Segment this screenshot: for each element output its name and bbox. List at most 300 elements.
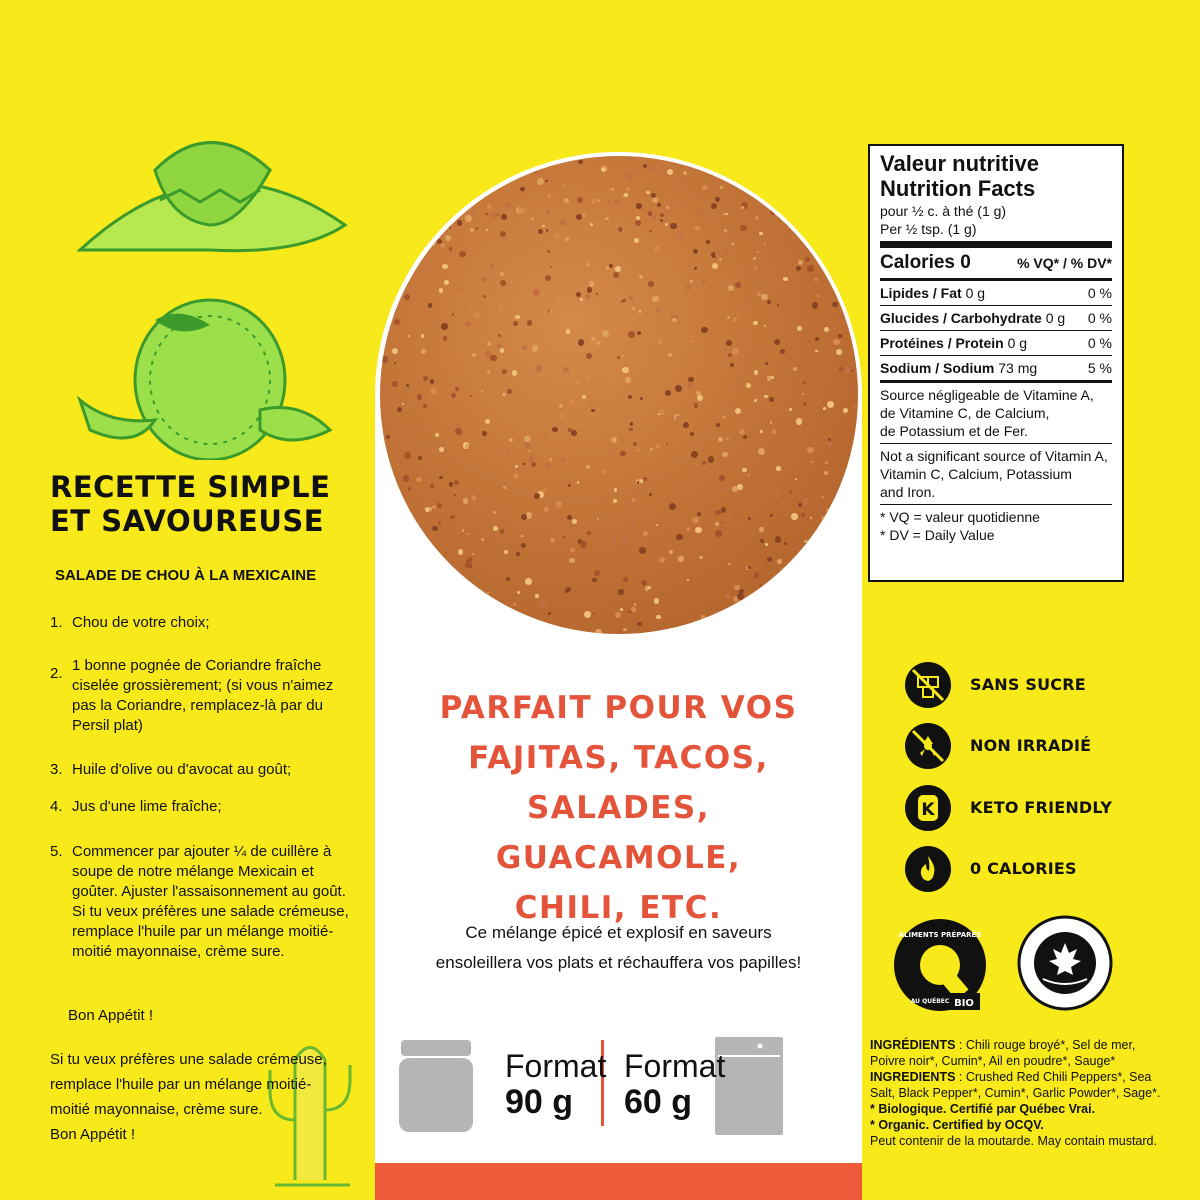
spice-grain: [439, 288, 443, 292]
spice-grain: [594, 570, 601, 577]
allergen-note: Peut contenir de la moutarde. May contain mustard.: [870, 1134, 1157, 1148]
spice-grain: [440, 243, 445, 248]
spice-grain: [561, 457, 566, 462]
spice-grain: [471, 211, 475, 215]
spice-grain: [624, 193, 628, 197]
step-number: 2.: [50, 665, 63, 682]
spice-grain: [726, 340, 732, 346]
spice-grain: [613, 272, 619, 278]
spice-grain: [625, 377, 631, 383]
spice-grain: [591, 337, 595, 341]
spice-grain: [430, 484, 434, 488]
recipe-step: [50, 613, 355, 633]
spice-grain: [489, 165, 493, 169]
spice-grain: [530, 230, 532, 232]
spice-grain: [823, 407, 826, 410]
spice-grain: [498, 334, 501, 337]
recipe-step: [50, 842, 350, 962]
spice-grain: [753, 257, 756, 260]
spice-grain: [687, 579, 689, 581]
spice-grain: [439, 447, 444, 452]
spice-grain: [745, 533, 749, 537]
spice-grain: [423, 376, 428, 381]
spice-grain: [597, 199, 600, 202]
step-text: Chou de votre choix;: [72, 614, 210, 631]
spice-grain: [838, 334, 842, 338]
spice-grain: [384, 237, 388, 241]
spice-grain: [586, 376, 591, 381]
spice-grain: [465, 562, 472, 569]
spice-grain: [822, 529, 824, 531]
aliments-quebec-bio-logo: [890, 915, 990, 1015]
spice-grain: [735, 408, 741, 414]
spice-grain: [611, 188, 614, 191]
tail-line: remplace l'huile par un mélange moitié-: [50, 1076, 312, 1093]
spice-grain: [535, 594, 539, 598]
spice-grain: [490, 264, 494, 268]
spice-grain: [679, 233, 683, 237]
spice-grain: [802, 393, 804, 395]
recipe-subtitle: SALADE DE CHOU À LA MEXICAINE: [55, 567, 317, 584]
recipe-step: [50, 656, 350, 736]
spice-grain: [513, 473, 519, 479]
spice-grain: [521, 537, 526, 542]
spice-grain: [421, 334, 424, 337]
spice-grain: [712, 263, 718, 269]
spice-grain: [522, 463, 525, 466]
spice-grain: [814, 278, 817, 281]
spice-grain: [767, 300, 771, 304]
spice-grain: [516, 156, 520, 160]
spice-grain: [762, 601, 769, 608]
spice-grain: [530, 493, 532, 495]
spice-grain: [395, 170, 401, 176]
bon-appetit-text: Bon Appétit !: [68, 1007, 154, 1024]
spice-grain: [534, 493, 540, 499]
spice-grain: [777, 559, 782, 564]
spice-grain: [545, 180, 548, 183]
spice-grain: [483, 295, 486, 298]
spice-grain: [637, 449, 639, 451]
spice-grain: [626, 500, 630, 504]
spice-grain: [668, 353, 672, 357]
spice-grain: [629, 296, 632, 299]
nutrient-row: Glucides / Carbohydrate 0 g 0 %: [880, 310, 1112, 326]
spice-grain: [449, 247, 453, 251]
spice-grain: [694, 403, 698, 407]
spice-grain: [613, 375, 615, 377]
spice-grain: [482, 277, 487, 282]
spice-grain: [531, 462, 536, 467]
spice-grain: [565, 237, 569, 241]
spice-grain: [784, 542, 787, 545]
spice-grain: [825, 172, 831, 178]
spice-grain: [493, 511, 496, 514]
spice-grain: [776, 466, 780, 470]
spice-grain: [780, 349, 785, 354]
spice-grain: [386, 435, 390, 439]
step-text: Commencer par ajouter ¼ de cuillère à soupe de notre mélange Mexicain et goûter. Ajuster l'assaisonnement au goût. Si tu veux préfères une salade crémeuse, remplace l'huile par un mélange moitié-moitié mayonnaise, crème sure.: [72, 843, 349, 960]
nutrient-row: Protéines / Protein 0 g 0 %: [880, 335, 1112, 351]
spice-grain: [812, 226, 818, 232]
spice-grain: [525, 578, 532, 585]
badge-non-irradiated: [905, 723, 1135, 773]
spice-grain: [420, 184, 426, 190]
spice-grain: [470, 395, 472, 397]
spice-grain: [611, 437, 617, 443]
spice-grain: [521, 514, 527, 520]
spice-grain: [748, 517, 751, 520]
spice-grain: [756, 630, 758, 632]
spice-grain: [455, 387, 459, 391]
spice-grain: [839, 367, 842, 370]
spice-grain: [381, 385, 386, 390]
spice-grain: [535, 365, 542, 372]
spice-grain: [801, 513, 805, 517]
ingredients-en: INGREDIENTS : Crushed Red Chili Peppers*, Sea Salt, Black Pepper*, Cumin*, Garlic Powder*, Sage*.: [870, 1070, 1161, 1100]
spice-grain: [448, 169, 453, 174]
spice-grain: [805, 257, 810, 262]
spice-grain: [670, 223, 676, 229]
spice-grain: [730, 363, 734, 367]
spice-grain: [582, 395, 587, 400]
spice-grain: [832, 617, 836, 621]
spice-grain: [656, 615, 660, 619]
spice-grain: [444, 280, 449, 285]
spice-grain: [487, 371, 490, 374]
spice-grain: [640, 479, 643, 482]
spice-grain: [586, 353, 592, 359]
tail-line: moitié mayonnaise, crème sure.: [50, 1101, 263, 1118]
spice-grain: [381, 253, 386, 258]
step-number: 3.: [50, 761, 63, 778]
spice-grain: [732, 486, 738, 492]
spice-grain: [505, 451, 509, 455]
spice-grain: [665, 390, 671, 396]
spice-grain: [732, 173, 738, 179]
spice-grain: [602, 330, 608, 336]
spice-grain: [800, 212, 803, 215]
spice-grain: [826, 494, 829, 497]
step-text: Huile d'olive ou d'avocat au goût;: [72, 761, 292, 778]
serving-size-en: Per ½ tsp. (1 g): [880, 221, 977, 237]
spice-grain: [544, 433, 546, 435]
spice-grain: [840, 578, 847, 585]
spice-grain: [695, 527, 701, 533]
spice-grain: [396, 383, 399, 386]
spice-grain: [384, 165, 389, 170]
spice-grain: [416, 557, 418, 559]
spice-grain: [548, 612, 551, 615]
spice-grain: [388, 540, 391, 543]
spice-grain: [486, 229, 488, 231]
spice-grain: [394, 362, 396, 364]
spice-grain: [708, 456, 714, 462]
spice-grain: [660, 213, 664, 217]
spice-grain: [754, 232, 759, 237]
spice-grain: [742, 468, 747, 473]
spice-grain: [743, 608, 745, 610]
spice-grain: [646, 191, 650, 195]
spice-grain: [464, 572, 467, 575]
spice-grain: [649, 230, 651, 232]
spice-grain: [393, 185, 397, 189]
spice-grain: [621, 538, 627, 544]
spice-grain: [547, 194, 551, 198]
spice-grain: [605, 217, 609, 221]
spice-grain: [490, 355, 497, 362]
certification-en: * Organic. Certified by OCQV.: [870, 1118, 1044, 1132]
recipe-title: [50, 470, 330, 538]
spice-grain: [394, 319, 401, 326]
spice-grain: [578, 339, 584, 345]
spice-grain: [693, 249, 698, 254]
spice-grain: [538, 229, 543, 234]
spice-grain: [628, 395, 632, 399]
spice-grain: [758, 448, 765, 455]
spice-grain: [697, 395, 703, 401]
step-number: 1.: [50, 614, 63, 631]
spice-grain: [734, 585, 739, 590]
spice-grain: [610, 544, 614, 548]
spice-grain: [821, 496, 824, 499]
spice-grain: [825, 461, 828, 464]
spice-grain: [735, 511, 737, 513]
spice-grain: [824, 244, 829, 249]
spice-grain: [770, 209, 775, 214]
headline-line: FAJITAS, TACOS,: [468, 740, 769, 776]
spice-grain: [723, 213, 726, 216]
spice-grain: [503, 393, 505, 395]
spice-grain: [614, 488, 618, 492]
spice-grain: [520, 187, 524, 191]
spice-grain: [421, 349, 426, 354]
spice-grain: [449, 226, 451, 228]
spice-grain: [694, 267, 697, 270]
spice-grain: [628, 331, 635, 338]
step-number: 5.: [50, 843, 63, 860]
spice-grain: [766, 199, 772, 205]
usage-headline: [400, 683, 837, 933]
spice-grain: [651, 166, 656, 171]
badge-label: SANS SUCRE: [970, 675, 1086, 694]
spice-grain: [515, 315, 520, 320]
spice-grain: [737, 484, 743, 490]
nutrition-title-en: Nutrition Facts: [880, 176, 1036, 201]
spice-grain: [588, 417, 590, 419]
spice-grain: [669, 550, 673, 554]
spice-grain: [671, 633, 674, 634]
spice-grain: [702, 185, 708, 191]
spice-grain: [654, 598, 659, 603]
spice-grain: [650, 448, 653, 451]
spice-grain: [482, 431, 487, 436]
spice-grain: [795, 389, 798, 392]
spice-grain: [770, 514, 773, 517]
spice-grain: [696, 210, 701, 215]
calories-row: [880, 250, 1112, 276]
spice-grain: [737, 593, 744, 600]
recipe-step: [50, 797, 355, 817]
spice-grain: [754, 572, 759, 577]
spice-grain: [796, 266, 801, 271]
spice-grain: [851, 369, 854, 372]
spice-grain: [755, 216, 760, 221]
spice-grain: [542, 225, 544, 227]
note-fr: de Potassium et de Fer.: [880, 423, 1028, 439]
spice-grain: [591, 409, 594, 412]
spice-grain: [797, 326, 803, 332]
spice-grain: [460, 288, 463, 291]
spice-grain: [397, 407, 402, 412]
spice-grain: [427, 184, 430, 187]
spice-grain: [474, 602, 481, 609]
spice-grain: [533, 289, 540, 296]
spice-grain: [549, 458, 552, 461]
badge-keto: [905, 785, 1135, 835]
spice-grain: [715, 530, 722, 537]
spice-grain: [694, 226, 699, 231]
spice-grain: [837, 159, 840, 162]
spice-grain: [707, 632, 709, 634]
spice-grain: [547, 250, 550, 253]
serving-size-fr: pour ½ c. à thé (1 g): [880, 203, 1007, 219]
spice-grain: [544, 507, 549, 512]
spice-grain: [857, 163, 858, 166]
spice-grain: [417, 394, 422, 399]
spice-grain: [639, 547, 645, 553]
spice-grain: [640, 397, 643, 400]
spice-grain: [487, 204, 492, 209]
spice-grain: [669, 503, 676, 510]
spice-grain: [441, 323, 448, 330]
spice-grain: [691, 340, 694, 343]
spice-grain: [821, 516, 825, 520]
spice-grain: [780, 501, 786, 507]
spice-grain: [824, 327, 829, 332]
spice-grain: [678, 556, 683, 561]
spice-grain: [500, 272, 504, 276]
spice-grain: [500, 348, 504, 352]
format-value: 90 g: [505, 1083, 574, 1121]
spice-grain: [506, 577, 511, 582]
spice-grain: [639, 275, 643, 279]
spice-grain: [783, 277, 788, 282]
spice-grain: [577, 481, 579, 483]
no-sugar-icon: [905, 662, 951, 708]
spice-grain: [722, 415, 727, 420]
spice-grain: [432, 505, 436, 509]
headline-line: PARFAIT POUR VOS: [439, 690, 798, 726]
bottom-stripe: [375, 1163, 862, 1200]
spice-grain: [726, 437, 729, 440]
recipe-title-line1: RECETTE SIMPLE: [50, 470, 331, 504]
spice-grain: [634, 603, 637, 606]
spice-grain: [381, 356, 388, 363]
step-text: Jus d'une lime fraîche;: [72, 798, 222, 815]
note-en: Not a significant source of Vitamin A,: [880, 448, 1108, 464]
spice-grain: [596, 341, 600, 345]
spice-grain: [457, 220, 463, 226]
spice-grain: [699, 556, 703, 560]
spice-grain: [721, 507, 727, 513]
spice-grain: [462, 529, 465, 532]
spice-grain: [667, 169, 673, 175]
svg-text:K: K: [921, 800, 935, 820]
spice-grain: [577, 197, 583, 203]
spice-grain: [522, 345, 527, 350]
spice-grain: [845, 188, 850, 193]
spice-grain: [743, 435, 748, 440]
spice-grain: [509, 438, 513, 442]
spice-grain: [655, 444, 660, 449]
spice-grain: [591, 199, 596, 204]
spice-grain: [517, 591, 520, 594]
spice-grain: [472, 353, 476, 357]
spice-grain: [590, 223, 593, 226]
spice-grain: [592, 613, 595, 616]
spice-grain: [437, 503, 442, 508]
spice-grain: [502, 369, 507, 374]
lime-sombrero-illustration: [60, 130, 360, 460]
spice-grain: [507, 389, 512, 394]
description-line: Ce mélange épicé et explosif en saveurs: [465, 923, 772, 942]
spice-grain: [752, 177, 758, 183]
spice-grain: [614, 200, 620, 206]
spice-grain: [660, 219, 663, 222]
spice-grain: [613, 451, 616, 454]
spice-grain: [580, 298, 583, 301]
spice-grain: [720, 186, 723, 189]
spice-grain: [388, 525, 394, 531]
spice-grain: [643, 164, 647, 168]
spice-grain: [423, 464, 428, 469]
spice-grain: [465, 444, 469, 448]
step-text: 1 bonne pognée de Coriandre fraîche ciselée grossièrement; (si vous n'aimez pas la Coriandre, remplacez-là par du Persil plat): [72, 657, 334, 734]
spice-grain: [528, 450, 530, 452]
spice-grain: [545, 462, 551, 468]
spice-grain: [854, 552, 858, 557]
spice-grain: [701, 327, 707, 333]
spice-grain: [435, 433, 439, 437]
spice-grain: [491, 212, 497, 218]
spice-grain: [487, 342, 491, 346]
spice-grain: [470, 228, 474, 232]
spice-grain: [672, 318, 677, 323]
spice-grain: [675, 385, 682, 392]
spice-grain: [443, 336, 448, 341]
spice-grain: [761, 294, 767, 300]
spice-grain: [404, 605, 407, 608]
spice-grain: [550, 538, 555, 543]
spice-grain: [578, 160, 582, 164]
spice-grain: [531, 217, 534, 220]
spice-grain: [728, 563, 731, 566]
spice-grain: [718, 437, 723, 442]
description-line: ensoleillera vos plats et réchauffera vos papilles!: [435, 953, 802, 972]
spice-grain: [532, 345, 539, 352]
spice-grain: [442, 264, 448, 270]
spice-grain: [613, 499, 618, 504]
spice-grain: [499, 305, 503, 309]
spice-grain: [587, 531, 591, 535]
spice-grain: [637, 331, 641, 335]
spice-grain: [626, 187, 630, 191]
spice-grain: [403, 475, 409, 481]
spice-grain: [637, 622, 642, 627]
spice-grain: [754, 399, 757, 402]
spice-grain: [620, 608, 623, 611]
